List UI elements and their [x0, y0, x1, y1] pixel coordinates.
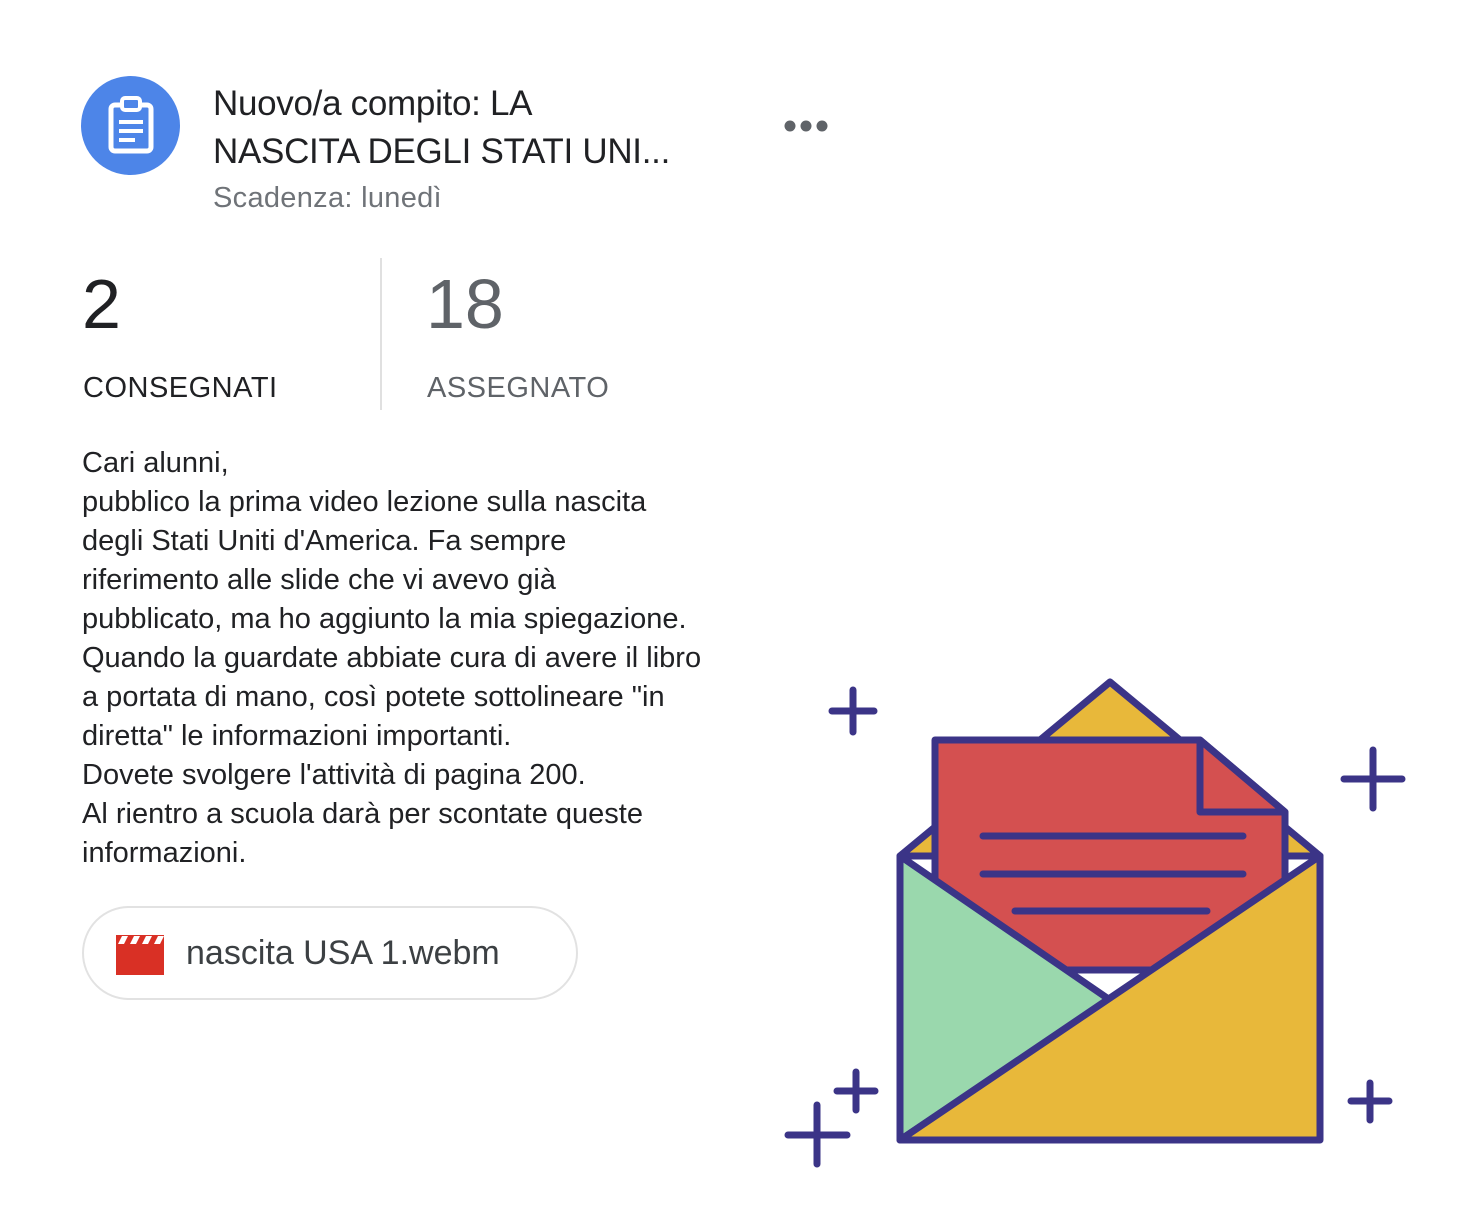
sparkle-icon [1351, 1083, 1389, 1120]
description-line: riferimento alle slide che vi avevo già [82, 564, 556, 596]
title-line-1: Nuovo/a compito: LA [213, 84, 533, 123]
description-line: Al rientro a scuola darà per scontate queste [82, 798, 643, 830]
description-line: informazioni. [82, 837, 247, 869]
submitted-label: CONSEGNATI [83, 372, 278, 404]
attachment-name: nascita USA 1.webm [186, 934, 500, 972]
assignment-description [82, 444, 842, 873]
submitted-count: 2 [82, 265, 121, 343]
description-line: Quando la guardate abbiate cura di avere il libro [82, 642, 702, 674]
more-options-button[interactable] [776, 108, 836, 144]
assignment-title[interactable] [213, 80, 733, 176]
description-line: Cari alunni, [82, 447, 229, 479]
description-line: a portata di mano, così potete sottolineare "in [82, 681, 665, 713]
sparkle-icon [832, 690, 874, 732]
video-file-icon [114, 933, 166, 977]
assigned-label: ASSEGNATO [427, 372, 610, 404]
due-date: Scadenza: lunedì [213, 182, 442, 214]
description-line: Dovete svolgere l'attività di pagina 200. [82, 759, 586, 791]
description-line: pubblicato, ma ho aggiunto la mia spiegazione. [82, 603, 687, 635]
sparkle-icon [788, 1105, 847, 1164]
sparkle-icon [1344, 750, 1402, 808]
attachment-chip[interactable] [82, 906, 578, 1000]
title-line-2: NASCITA DEGLI STATI UNI... [213, 132, 670, 171]
sparkle-icon [837, 1072, 875, 1110]
more-horiz-icon [776, 108, 836, 144]
assigned-count: 18 [426, 265, 504, 343]
stats-divider [380, 258, 382, 410]
assignment-icon [81, 76, 180, 175]
description-line: diretta" le informazioni importanti. [82, 720, 512, 752]
open-envelope-illustration [770, 670, 1430, 1190]
description-line: degli Stati Uniti d'America. Fa sempre [82, 525, 567, 557]
description-line: pubblico la prima video lezione sulla nascita [82, 486, 647, 518]
